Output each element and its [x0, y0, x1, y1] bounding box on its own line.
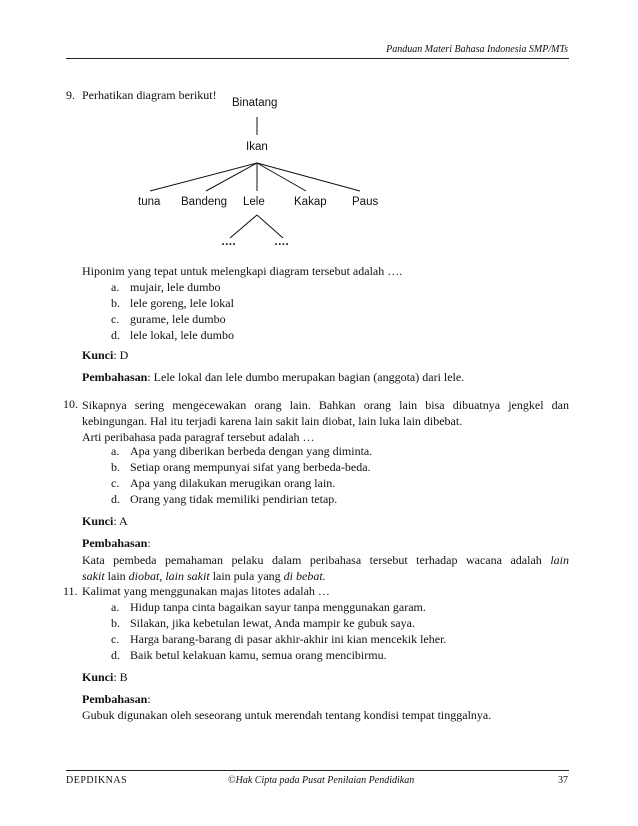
- q10-expl-i1: lain: [550, 553, 569, 567]
- q10-explanation-line-2: [82, 568, 569, 584]
- q10-option-c-letter: c.: [111, 476, 120, 490]
- node-kakap: Kakap: [294, 196, 327, 208]
- q9-kunci-label: Kunci: [82, 348, 114, 362]
- q9-answer-key: [82, 348, 128, 362]
- q11-pembahasan-label: Pembahasan: [82, 692, 148, 706]
- edge-lele-right: [257, 215, 283, 238]
- node-paus: Paus: [352, 196, 379, 208]
- node-lele: Lele: [243, 196, 265, 208]
- footer-copyright-text: Hak Cipta pada Pusat Penilaian Pendidikan: [235, 775, 415, 786]
- page-number: 37: [558, 775, 568, 786]
- q11-option-c-text: Harga barang-barang di pasar akhir-akhir ini kian mencekik leher.: [130, 632, 447, 646]
- q10-answer-key: [82, 514, 128, 528]
- q10-expl-a: Kata pembeda pemahaman pelaku dalam peribahasa tersebut terhadap wacana adalah: [82, 553, 551, 567]
- q10-option-a-letter: a.: [111, 444, 120, 458]
- q10-expl-i2: sakit: [82, 569, 105, 583]
- q10-paragraph: [82, 397, 569, 445]
- edge-ikan-kakap: [257, 163, 306, 191]
- q9-question: Hiponim yang tepat untuk melengkapi diagram tersebut adalah ….: [82, 264, 403, 278]
- q9-prompt: Perhatikan diagram berikut!: [82, 88, 217, 102]
- q9-option-d-letter: d.: [111, 328, 120, 342]
- q10-explanation: [82, 552, 569, 584]
- q11-pembahasan-heading: [82, 692, 151, 706]
- footer-rule: [66, 770, 569, 771]
- node-tuna: tuna: [138, 196, 161, 208]
- q9-pembahasan-label: Pembahasan: [82, 370, 148, 384]
- node-ikan: Ikan: [246, 141, 268, 153]
- q9-option-a-text: mujair, lele dumbo: [130, 280, 221, 294]
- q11-pembahasan-colon: :: [147, 692, 151, 706]
- q10-kunci-value: : A: [113, 514, 128, 528]
- q10-expl-d: lain pula yang: [209, 569, 284, 583]
- q11-option-b-letter: b.: [111, 616, 120, 630]
- q10-line-3: Arti peribahasa pada paragraf tersebut adalah …: [82, 430, 315, 444]
- footer-copyright: [228, 775, 414, 787]
- q10-pembahasan-colon: :: [147, 536, 151, 550]
- q11-answer-key: [82, 670, 128, 684]
- node-bandeng: Bandeng: [181, 196, 228, 208]
- q10-line-1: Sikapnya sering mengecewakan orang lain. Bahkan orang lain bisa dibuatnya jengkel dan: [82, 398, 569, 412]
- q10-kunci-label: Kunci: [82, 514, 114, 528]
- q9-option-b-text: lele goreng, lele lokal: [130, 296, 234, 310]
- q9-option-d-text: lele lokal, lele dumbo: [130, 328, 234, 342]
- edge-ikan-bandeng: [206, 163, 257, 191]
- copyright-icon: ©: [228, 775, 236, 786]
- q9-kunci-value: : D: [113, 348, 129, 362]
- q10-option-d-text: Orang yang tidak memiliki pendirian tetap.: [130, 492, 338, 506]
- q10-pembahasan-heading: [82, 536, 151, 550]
- q10-number: 10.: [63, 397, 78, 411]
- q9-pembahasan-text: : Lele lokal dan lele dumbo merupakan bagian (anggota) dari lele.: [147, 370, 465, 384]
- q9-option-b-letter: b.: [111, 296, 120, 310]
- edge-lele-left: [230, 215, 257, 238]
- q11-kunci-value: : B: [113, 670, 128, 684]
- q11-option-d-text: Baik betul kelakuan kamu, semua orang mencibirmu.: [130, 648, 387, 662]
- q9-explanation: [82, 370, 464, 384]
- running-header: Panduan Materi Bahasa Indonesia SMP/MTs: [386, 44, 568, 55]
- edge-ikan-paus: [257, 163, 360, 191]
- q10-option-a-text: Apa yang diberikan berbeda dengan yang diminta.: [130, 444, 373, 458]
- q11-option-c-letter: c.: [111, 632, 120, 646]
- q10-explanation-line-1: [82, 552, 569, 568]
- footer-publisher: DEPDIKNAS: [66, 775, 128, 786]
- q10-option-b-letter: b.: [111, 460, 120, 474]
- q11-number: 11.: [63, 584, 78, 598]
- node-placeholder-right: ….: [274, 236, 289, 248]
- q11-kunci-label: Kunci: [82, 670, 114, 684]
- q11-option-a-text: Hidup tanpa cinta bagaikan sayur tanpa menggunakan garam.: [130, 600, 426, 614]
- q11-prompt: Kalimat yang menggunakan majas litotes adalah …: [82, 584, 330, 598]
- q10-expl-c: ,: [159, 569, 166, 583]
- q10-expl-i4: lain sakit: [165, 569, 210, 583]
- node-placeholder-left: ….: [221, 236, 236, 248]
- q10-pembahasan-label: Pembahasan: [82, 536, 148, 550]
- q10-expl-b: lain: [104, 569, 129, 583]
- q9-option-c-letter: c.: [111, 312, 120, 326]
- q10-expl-i5: di bebat.: [283, 569, 326, 583]
- q10-option-b-text: Setiap orang mempunyai sifat yang berbeda-beda.: [130, 460, 371, 474]
- q9-option-a-letter: a.: [111, 280, 120, 294]
- q11-option-a-letter: a.: [111, 600, 120, 614]
- q11-option-b-text: Silakan, jika kebetulan lewat, Anda mampir ke gubuk saya.: [130, 616, 415, 630]
- q10-expl-i3: diobat: [128, 569, 160, 583]
- q9-number: 9.: [66, 88, 75, 102]
- node-binatang: Binatang: [232, 97, 278, 109]
- q10-option-d-letter: d.: [111, 492, 120, 506]
- q11-explanation: Gubuk digunakan oleh seseorang untuk merendah tentang kondisi tempat tinggalnya.: [82, 708, 492, 722]
- q9-option-c-text: gurame, lele dumbo: [130, 312, 226, 326]
- q10-option-c-text: Apa yang dilakukan merugikan orang lain.: [130, 476, 336, 490]
- q11-option-d-letter: d.: [111, 648, 120, 662]
- q10-line-2: kebingungan. Hal itu terjadi karena lain sakit lain diobat, lain luka lain dibebat.: [82, 414, 463, 428]
- edge-ikan-tuna: [150, 163, 257, 191]
